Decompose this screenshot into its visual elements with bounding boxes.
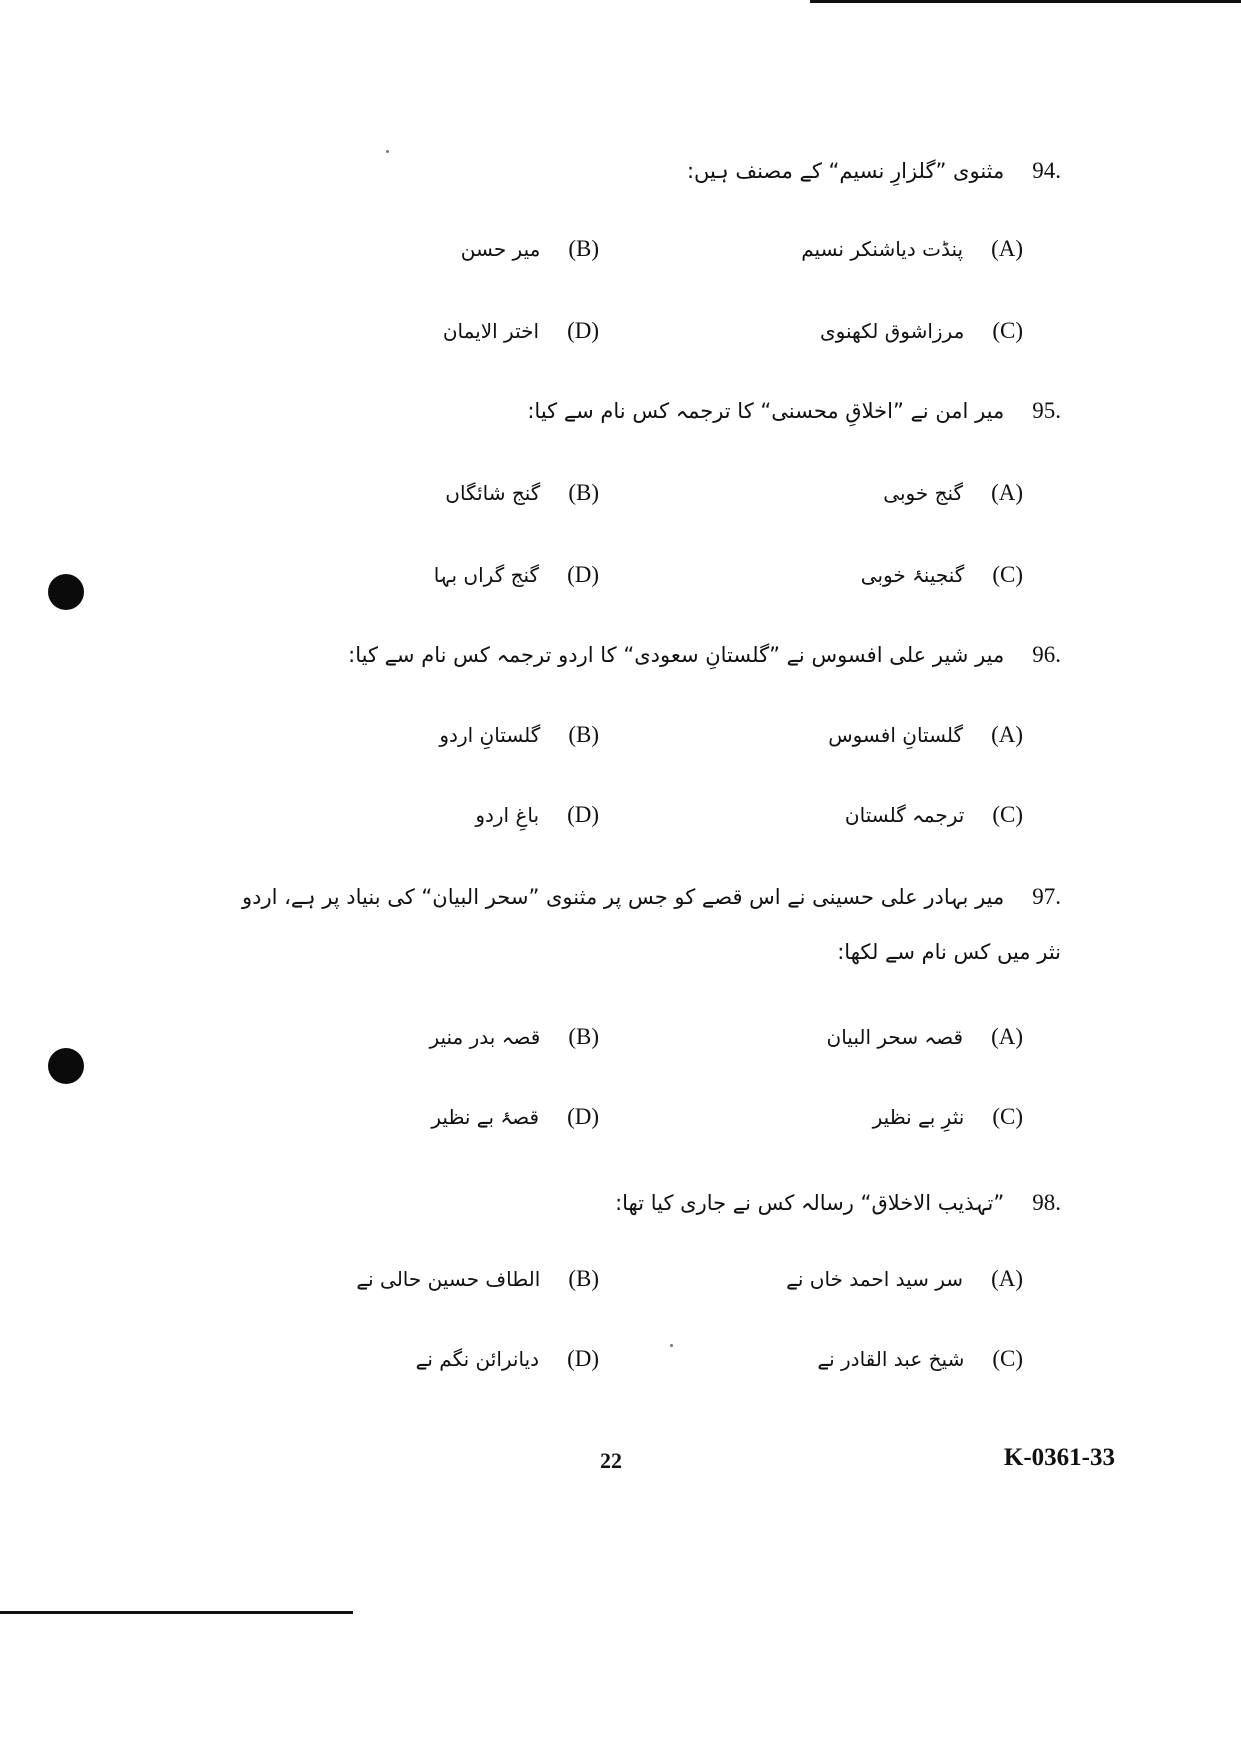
question-text-continued: نثر میں کس نام سے لکھا: (837, 940, 1061, 964)
option-text: سر سید احمد خاں نے (786, 1267, 964, 1291)
option-text: گلستانِ افسوس (828, 723, 964, 747)
option-a (786, 1266, 1023, 1292)
option-text: الطاف حسین حالی نے (356, 1267, 541, 1291)
question-number: 96. (1032, 642, 1061, 667)
option-b (356, 1266, 599, 1292)
option-text: باغِ اردو (475, 803, 540, 827)
option-letter: (A) (991, 1266, 1023, 1291)
option-letter: (A) (991, 722, 1023, 747)
option-d (431, 1104, 599, 1130)
option-c (817, 1346, 1023, 1372)
question-text: ”تہذیب الاخلاق“ رسالہ کس نے جاری کیا تھا: (615, 1191, 1005, 1215)
option-text: گنج شائگاں (445, 481, 541, 505)
option-a (827, 1024, 1023, 1050)
option-text: قصہ سحر البیان (826, 1025, 964, 1049)
option-letter: (C) (992, 802, 1023, 827)
option-letter: (C) (992, 1104, 1023, 1129)
punch-hole-lower (48, 1048, 84, 1084)
option-b (445, 480, 599, 506)
option-letter: (C) (992, 318, 1023, 343)
option-letter: (B) (568, 722, 599, 747)
option-text: ترجمہ گلستان (844, 803, 965, 827)
option-c (820, 318, 1023, 344)
question-95 (527, 398, 1061, 424)
question-number: 98. (1032, 1190, 1061, 1215)
option-text: شیخ عبد القادر نے (817, 1347, 965, 1371)
option-letter: (B) (568, 236, 599, 261)
option-letter: (A) (991, 236, 1023, 261)
option-letter: (D) (567, 1346, 599, 1371)
option-text: قصہ بدر منیر (429, 1025, 541, 1049)
option-letter: (B) (568, 480, 599, 505)
question-98 (615, 1190, 1061, 1216)
option-d (443, 318, 599, 344)
option-letter: (C) (992, 562, 1023, 587)
option-text: گنج گراں بہا (433, 563, 540, 587)
question-number: 95. (1032, 398, 1061, 423)
option-b (461, 236, 599, 262)
option-letter: (B) (568, 1024, 599, 1049)
option-a (828, 722, 1023, 748)
option-text: گلستانِ اردو (439, 723, 541, 747)
punch-hole-upper (48, 574, 84, 610)
option-c (861, 562, 1023, 588)
question-text: میر بہادر علی حسینی نے اس قصے کو جس پر مثنوی ”سحر البیان“ کی بنیاد پر ہے، اردو (241, 885, 1005, 909)
scan-speck (386, 150, 389, 153)
option-letter: (A) (991, 480, 1023, 505)
option-text: دیانرائن نگم نے (415, 1347, 540, 1371)
option-text: مرزاشوق لکھنوی (820, 319, 965, 343)
option-d (475, 802, 599, 828)
option-a (883, 480, 1023, 506)
question-96 (348, 642, 1061, 668)
option-text: نثرِ بے نظیر (872, 1105, 965, 1129)
option-b (439, 722, 599, 748)
option-c (845, 802, 1023, 828)
top-rule (810, 0, 1241, 3)
question-number: 97. (1032, 884, 1061, 909)
option-d (434, 562, 599, 588)
option-text: گنجینۂ خوبی (860, 563, 965, 587)
option-letter: (D) (567, 318, 599, 343)
option-letter: (A) (991, 1024, 1023, 1049)
option-text: قصۂ بے نظیر (431, 1105, 540, 1129)
option-text: میر حسن (460, 237, 541, 261)
option-letter: (B) (568, 1266, 599, 1291)
question-94 (687, 158, 1061, 184)
question-text: میر امن نے ”اخلاقِ محسنی“ کا ترجمہ کس نام سے کیا: (527, 399, 1005, 423)
option-text: اختر الایمان (442, 319, 540, 343)
option-d (416, 1346, 599, 1372)
question-number: 94. (1032, 158, 1061, 183)
question-text: میر شیر علی افسوس نے ”گلستانِ سعودی“ کا اردو ترجمہ کس نام سے کیا: (348, 643, 1005, 667)
page-number: 22 (600, 1448, 622, 1473)
option-b (429, 1024, 599, 1050)
option-text: گنج خوبی (883, 481, 964, 505)
option-letter: (D) (567, 562, 599, 587)
option-letter: (D) (567, 1104, 599, 1129)
question-97 (242, 884, 1061, 910)
bottom-rule (0, 1611, 353, 1614)
option-c (873, 1104, 1023, 1130)
option-text: پنڈت دیاشنکر نسیم (801, 237, 964, 261)
option-a (801, 236, 1023, 262)
scan-speck (670, 1344, 673, 1347)
question-text: مثنوی ”گلزارِ نسیم“ کے مصنف ہیں: (686, 159, 1005, 183)
option-letter: (C) (992, 1346, 1023, 1371)
option-letter: (D) (567, 802, 599, 827)
paper-code: K-0361-33 (1003, 1444, 1115, 1471)
